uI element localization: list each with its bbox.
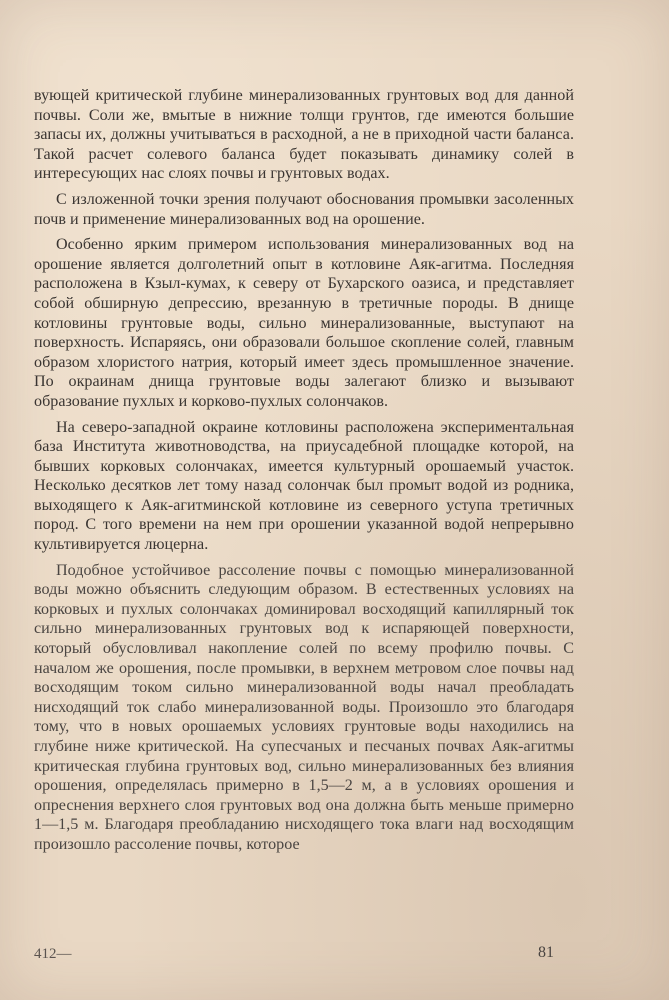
paragraph-continuation: вующей критической глубине минерализованных грунтовых вод для данной почвы. Соли же, вмытые в нижние толщи грунтов, где имеются большие запасы их, должны учитываться в расходной, а не в приходной части баланса. Такой расчет солевого баланса будет показывать динамику солей в интересующих нас слоях почвы и грунтовых водах. <box>34 87 574 183</box>
paragraph-desalination-explanation: Подобное устойчивое рассоление почвы с помощью минерализованной воды можно объяснить следующим образом. В естественных условиях на корковых и пухлых солончаках доминировал восходящий капиллярный ток сильно минерализованных грунтовых вод к испаряющей поверхности, который обусловливал накопление солей по всему профилю почвы. С началом же орошения, после промывки, в верхнем метровом слое почвы над восходящим током сильно минерализованной воды начал преобладать нисходящий ток слабо минерализованной воды. Произошло это благодаря тому, что в новых орошаемых условиях грунтовые воды находились на глубине ниже критической. На супесчаных и песчаных почвах Аяк-агитмы критическая глубина грунтовых вод, сильно минерализованных без влияния орошения, определялась примерно в 1,5—2 м, а в условиях орошения и опреснения верхнего слоя грунтовых вод она должна быть меньше примерно 1—1,5 м. Благодаря преобладанию нисходящего тока влаги над восходящим произошло рассоление почвы, которое <box>34 561 574 853</box>
page-number: 81 <box>538 944 554 961</box>
paragraph-justification: С изложенной точки зрения получают обоснования промывки засоленных почв и применение минерализованных вод на орошение. <box>34 190 574 228</box>
printer-signature: 412— <box>34 946 72 962</box>
paragraph-experimental-base: На северо-западной окраине котловины расположена экспериментальная база Института животноводства, на приусадебной площадке которой, на бывших корковых солончаках, имеется культурный орошаемый участок. Несколько десятков лет тому назад солончак был промыт водой из родника, выходящего к Аяк-агитминской котловине из северного уступа третичных пород. С того времени на нем при орошении указанной водой непрерывно культивируется люцерна. <box>34 418 574 554</box>
paragraph-ayak-agitma-example: Особенно ярким примером использования минерализованных вод на орошение является долголетний опыт в котловине Аяк-агитма. Последняя расположена в Кзыл-кумах, к северу от Бухарского оазиса, и представляет собой обширную депрессию, врезанную в третичные породы. В днище котловины грунтовые воды, сильно минерализованные, выступают на поверхность. Испаряясь, они образовали большое скопление солей, главным образом хлористого натрия, который имеет здесь промышленное значение. По окраинам днища грунтовые воды залегают близко и вызывают образование пухлых и корково-пухлых солончаков. <box>34 236 574 410</box>
body-text <box>34 86 574 861</box>
page-footer <box>0 946 669 970</box>
